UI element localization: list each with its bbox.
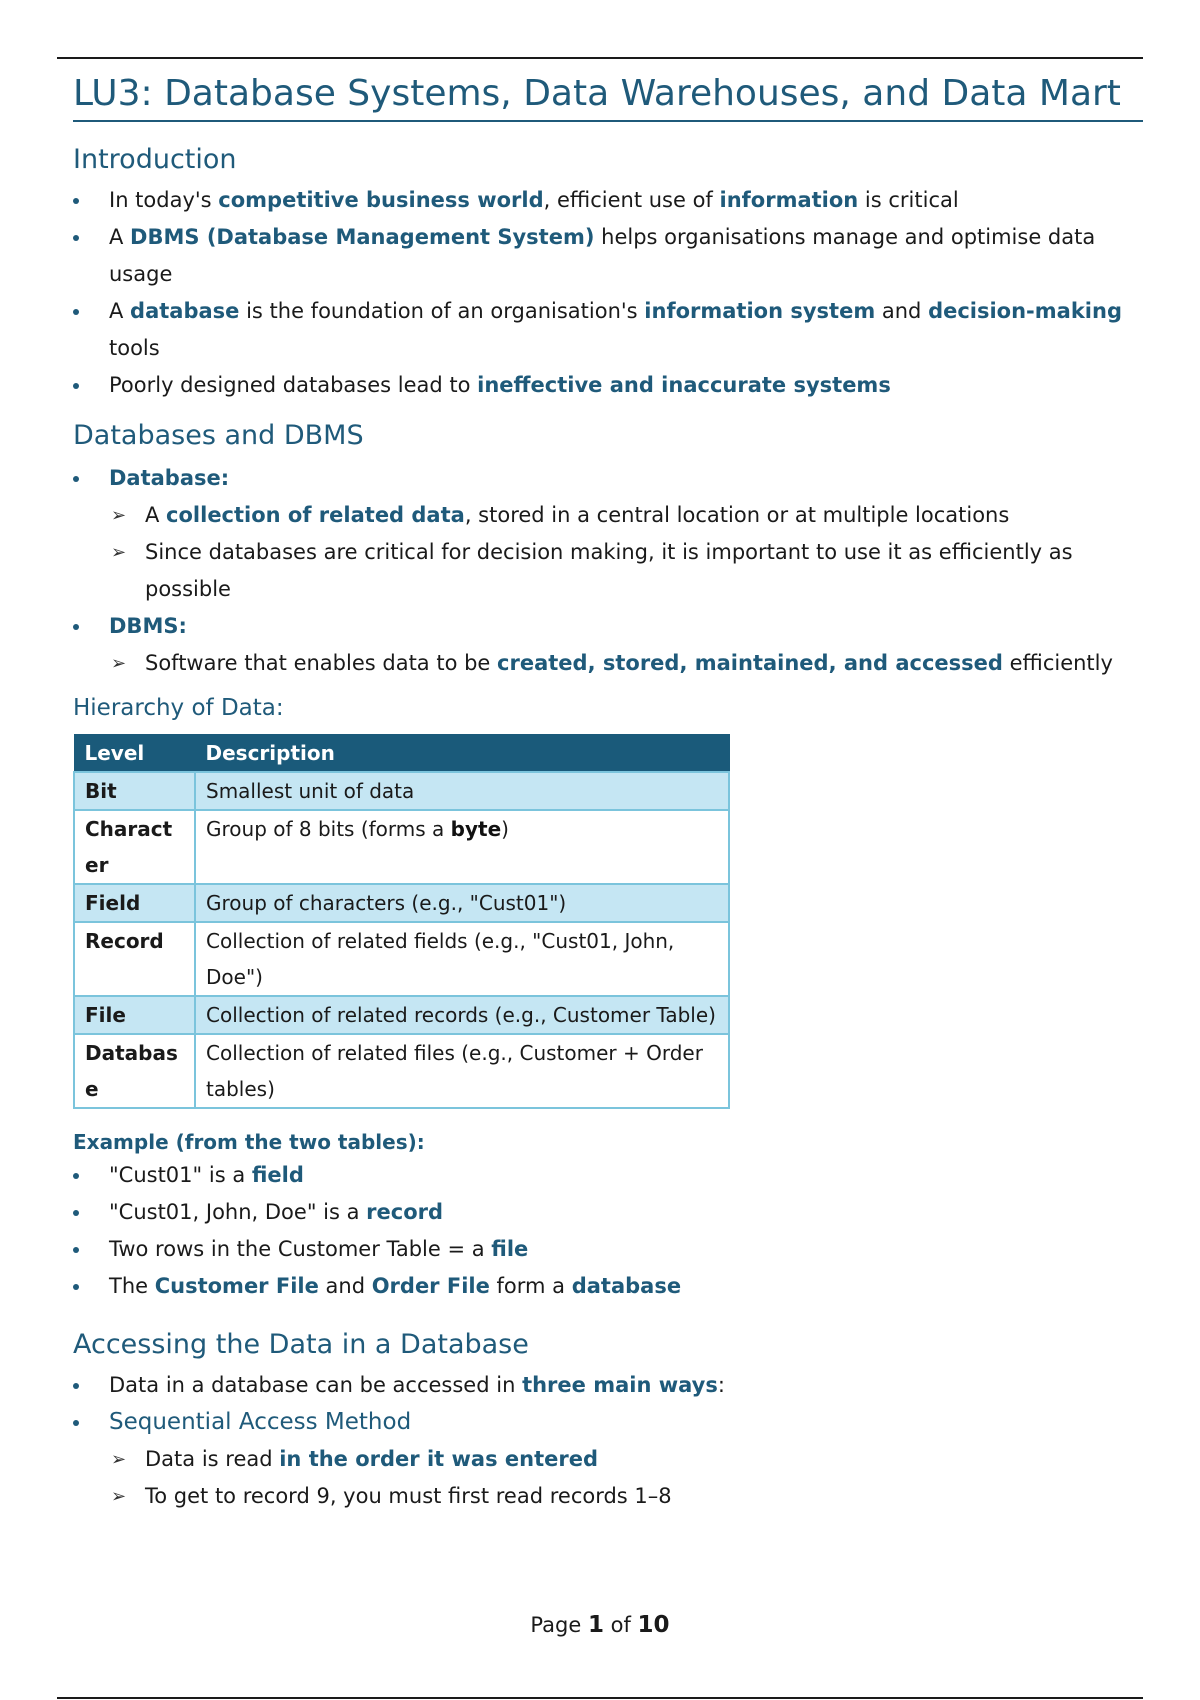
- dbms-sublist: [73, 645, 1143, 682]
- list-item: [73, 534, 1143, 608]
- text: and: [318, 1274, 372, 1298]
- page-number: 1: [587, 1612, 604, 1638]
- page-title: LU3: Database Systems, Data Warehouses, and Data Mart: [73, 70, 1143, 122]
- page-footer: [0, 1612, 1200, 1638]
- level-cell: Field: [74, 884, 195, 922]
- description-cell: Collection of related files (e.g., Customer + Order tables): [195, 1034, 729, 1108]
- column-header-level: Level: [74, 735, 195, 773]
- list-item: [73, 1478, 1143, 1515]
- list-item: [73, 1231, 1143, 1268]
- section-accessing-data: Accessing the Data in a Database: [73, 1329, 529, 1360]
- table-header-row: [74, 735, 729, 773]
- keyword: Order File: [371, 1274, 490, 1298]
- hierarchy-heading: Hierarchy of Data:: [73, 695, 284, 721]
- footer-of-label: of: [603, 1613, 638, 1637]
- column-header-description: Description: [195, 735, 729, 773]
- text: is the foundation of an organisation's: [239, 299, 645, 323]
- table-row: [74, 996, 729, 1034]
- database-label: Database:: [109, 466, 230, 490]
- table-row: [74, 810, 729, 884]
- description-cell: Collection of related fields (e.g., "Cust01, John, Doe"): [195, 922, 729, 996]
- arrow-icon: ➢: [111, 653, 127, 674]
- text: Data in a database can be accessed in: [109, 1373, 523, 1397]
- list-item: [73, 1194, 1143, 1231]
- text: :: [717, 1373, 725, 1397]
- level-cell: Database: [74, 1034, 195, 1108]
- list-item: [73, 1404, 1143, 1441]
- list-item: [73, 1268, 1143, 1305]
- list-item: [73, 219, 1143, 293]
- section-databases-dbms: Databases and DBMS: [73, 420, 364, 451]
- document-page: [73, 70, 1143, 1515]
- keyword: field: [251, 1163, 304, 1187]
- list-item: [73, 182, 1143, 219]
- text: form a: [489, 1274, 572, 1298]
- description-cell: Collection of related records (e.g., Customer Table): [195, 996, 729, 1034]
- arrow-icon: ➢: [111, 1449, 127, 1470]
- keyword: competitive business world: [218, 188, 544, 212]
- list-item: [73, 645, 1143, 682]
- table-row: [74, 1034, 729, 1108]
- text: , stored in a central location or at multiple locations: [464, 503, 1010, 527]
- text: Since databases are critical for decision making, it is important to use it as efficiently as possible: [145, 540, 1073, 601]
- access-list: [73, 1367, 1143, 1441]
- level-cell: Bit: [74, 772, 195, 810]
- table-row: [74, 772, 729, 810]
- keyword: file: [491, 1237, 529, 1261]
- keyword: byte: [450, 817, 502, 841]
- text: In today's: [109, 188, 219, 212]
- text: "Cust01, John, Doe" is a: [109, 1200, 367, 1224]
- top-rule: [57, 57, 1143, 59]
- table-row: [74, 922, 729, 996]
- dbms-list-2: [73, 608, 1143, 645]
- keyword: database: [130, 299, 240, 323]
- text: ): [501, 817, 509, 841]
- dbms-list: [73, 460, 1143, 497]
- sequential-access-heading: Sequential Access Method: [109, 1409, 412, 1435]
- level-cell: File: [74, 996, 195, 1034]
- text: A: [109, 225, 131, 249]
- dbms-label: DBMS:: [109, 614, 187, 638]
- keyword: ineffective and inaccurate systems: [477, 373, 891, 397]
- footer-page-label: Page: [530, 1613, 588, 1637]
- list-item: [73, 1367, 1143, 1404]
- example-heading-text: Example (from the two tables):: [73, 1130, 425, 1154]
- example-heading: [73, 1127, 1143, 1157]
- section-introduction: Introduction: [73, 144, 237, 175]
- text: Two rows in the Customer Table = a: [109, 1237, 492, 1261]
- text: Data is read: [145, 1447, 280, 1471]
- description-cell: Smallest unit of data: [195, 772, 729, 810]
- list-item: [73, 1157, 1143, 1194]
- arrow-icon: ➢: [111, 505, 127, 526]
- text: and: [875, 299, 929, 323]
- bottom-rule: [57, 1697, 1143, 1699]
- keyword: Customer File: [154, 1274, 319, 1298]
- hierarchy-table: [73, 734, 730, 1109]
- level-cell: Character: [74, 810, 195, 884]
- description-cell: [195, 810, 729, 884]
- keyword: information system: [644, 299, 876, 323]
- sequential-sublist: [73, 1441, 1143, 1515]
- text: helps organisations manage and optimise data usage: [109, 225, 1096, 286]
- keyword: information: [719, 188, 859, 212]
- list-item: [73, 1441, 1143, 1478]
- level-cell: Record: [74, 922, 195, 996]
- text: is critical: [858, 188, 959, 212]
- keyword: three main ways: [522, 1373, 718, 1397]
- arrow-icon: ➢: [111, 1486, 127, 1507]
- list-item: [73, 293, 1143, 367]
- keyword: in the order it was entered: [279, 1447, 598, 1471]
- keyword: record: [366, 1200, 444, 1224]
- text: tools: [109, 336, 160, 360]
- intro-list: [73, 182, 1143, 404]
- text: A: [145, 503, 167, 527]
- list-item: [73, 367, 1143, 404]
- keyword: database: [571, 1274, 682, 1298]
- text: efficiently: [1002, 651, 1113, 675]
- text: To get to record 9, you must first read records 1–8: [145, 1484, 672, 1508]
- description-cell: Group of characters (e.g., "Cust01"): [195, 884, 729, 922]
- table-row: [74, 884, 729, 922]
- text: A: [109, 299, 131, 323]
- list-item: [73, 460, 1143, 497]
- keyword: created, stored, maintained, and accessed: [497, 651, 1003, 675]
- keyword: DBMS (Database Management System): [130, 225, 595, 249]
- arrow-icon: ➢: [111, 542, 127, 563]
- keyword: collection of related data: [166, 503, 465, 527]
- list-item: [73, 608, 1143, 645]
- text: Group of 8 bits (forms a: [206, 817, 451, 841]
- text: The: [109, 1274, 155, 1298]
- keyword: decision-making: [928, 299, 1122, 323]
- page-total: 10: [637, 1612, 670, 1638]
- text: , efficient use of: [543, 188, 720, 212]
- text: "Cust01" is a: [109, 1163, 252, 1187]
- text: Software that enables data to be: [145, 651, 498, 675]
- text: Poorly designed databases lead to: [109, 373, 478, 397]
- database-sublist: [73, 497, 1143, 608]
- example-list: [73, 1157, 1143, 1305]
- list-item: [73, 497, 1143, 534]
